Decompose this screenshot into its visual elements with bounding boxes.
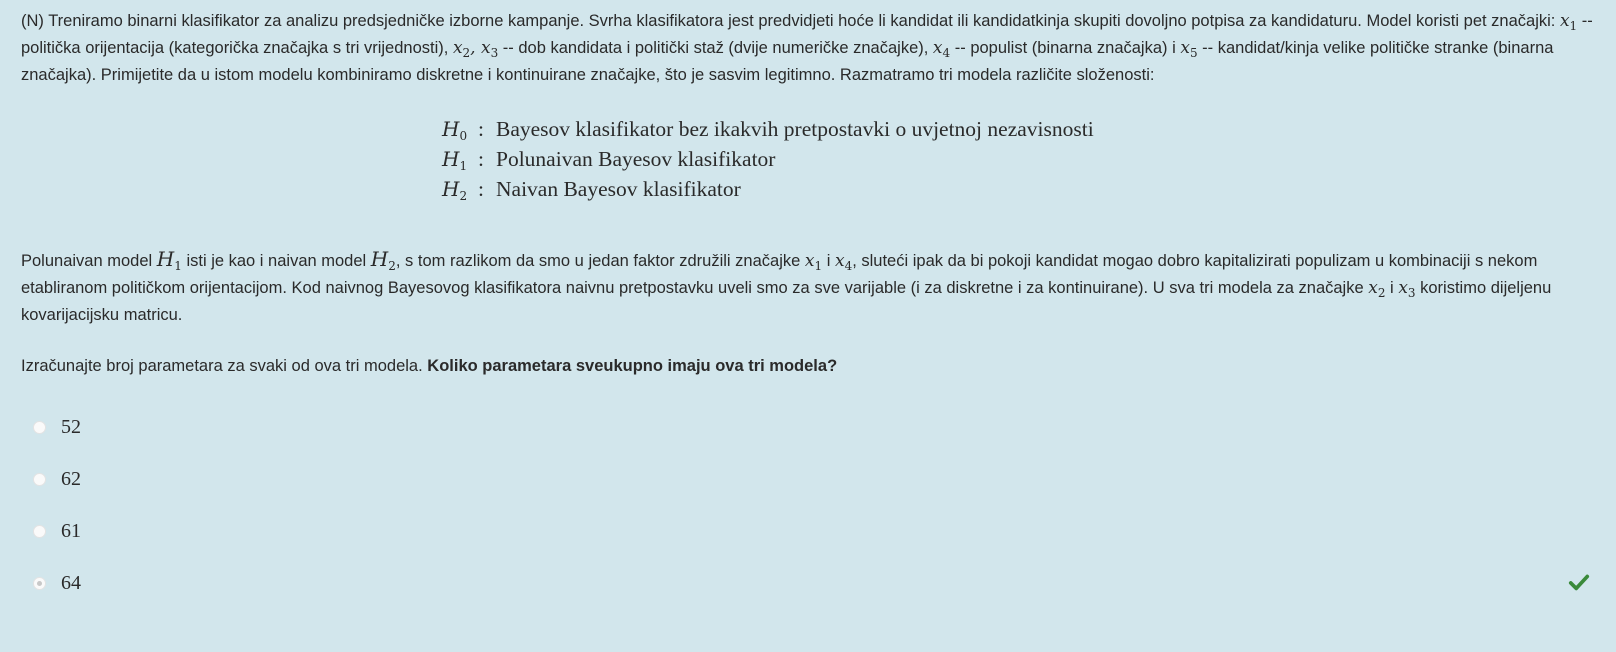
intro-text-2: -- politička orijentacija (kategorička značajka s tri vrijednosti), [21, 12, 1593, 57]
para2-text-4: i [822, 252, 835, 270]
var-x2: $x_2$ [1368, 278, 1386, 300]
intro-text-1: (N) Treniramo binarni klasifikator za analizu predsjedničke izborne kampanje. Svrha klasifikatora jest predvidjeti hoće li kandidat ili kandidatkinja skupiti dovoljno potpisa za kandidaturu. Model koristi pet značajki: [21, 12, 1560, 30]
answer-label: 62 [61, 467, 81, 490]
intro-text-3: -- dob kandidata i politički staž (dvije numeričke značajke), [498, 39, 933, 57]
model-list [442, 114, 1602, 204]
comma: , [470, 38, 481, 58]
answer-option[interactable] [21, 401, 1602, 453]
model-colon: : [478, 147, 484, 171]
answer-option[interactable] [21, 453, 1602, 505]
model-symbol: $H_1$ [442, 147, 468, 173]
prompt-text: Izračunajte broj parametara za svaki od ova tri modela. [21, 357, 428, 375]
var-x1: $x_1$ [804, 251, 823, 273]
para2-text-1: Polunaivan model [21, 252, 157, 270]
model-label: Bayesov klasifikator bez ikakvih pretpostavki o uvjetnoj nezavisnosti [496, 117, 1094, 141]
var-x3: $x_3$ [1398, 278, 1416, 300]
model-h0 [442, 114, 1602, 144]
var-x3: $x_3$ [480, 38, 499, 60]
para2-text-5: , sluteći ipak da bi pokoji kandidat mogao dobro kapitalizirati populizam u kombinaciji s nekom etabliranom političkom orijentacijom. Kod naivnog Bayesovog klasifikatora naivnu pretpostavku uveli smo za sve varijable (i za diskretne i za kontinuirane). U sva tri modela za značajke [21, 252, 1538, 297]
model-label: Naivan Bayesov klasifikator [496, 177, 741, 201]
answer-label: 64 [61, 571, 81, 594]
para2-text-3: , s tom razlikom da smo u jedan faktor združili značajke [395, 252, 805, 270]
model-colon: : [478, 117, 484, 141]
model-symbol: $H_0$ [442, 117, 468, 143]
answer-list [21, 401, 1602, 609]
model-symbol: $H_2$ [442, 177, 468, 203]
answer-option-selected[interactable] [21, 557, 1602, 609]
prompt-bold: Koliko parametara sveukupno imaju ova tri modela? [427, 357, 838, 375]
radio-button-selected[interactable] [33, 577, 46, 590]
answer-label: 61 [61, 519, 81, 542]
var-x2: $x_2$ [452, 38, 471, 60]
radio-button[interactable] [33, 421, 46, 434]
intro-text-4: -- populist (binarna značajka) i [950, 39, 1181, 57]
var-x1: $x_1$ [1559, 11, 1578, 33]
var-x4: $x_4$ [932, 38, 951, 60]
model-ref-h2: $H_2$ [370, 247, 396, 273]
var-x4: $x_4$ [834, 251, 853, 273]
answer-label: 52 [61, 415, 81, 438]
check-icon [1568, 571, 1590, 593]
radio-button[interactable] [33, 473, 46, 486]
var-x5: $x_5$ [1180, 38, 1198, 60]
para2-text-6: i [1385, 279, 1399, 297]
model-label: Polunaivan Bayesov klasifikator [496, 147, 776, 171]
question-intro [21, 8, 1602, 89]
model-colon: : [478, 177, 484, 201]
model-h2 [442, 174, 1602, 204]
answer-option[interactable] [21, 505, 1602, 557]
question-paragraph-2 [21, 246, 1602, 329]
model-h1 [442, 144, 1602, 174]
radio-button[interactable] [33, 525, 46, 538]
question-prompt [21, 353, 1602, 380]
intro-text-5: -- kandidat/kinja velike političke stranke (binarna značajka). Primijetite da u istom modelu kombiniramo diskretne i kontinuirane značajke, što je sasvim legitimno. Razmatramo tri modela različite složenosti: [21, 39, 1554, 84]
para2-text-7: koristimo dijeljenu kovarijacijsku matricu. [21, 279, 1552, 324]
para2-text-2: isti je kao i naivan model [181, 252, 371, 270]
model-ref-h1: $H_1$ [156, 247, 182, 273]
